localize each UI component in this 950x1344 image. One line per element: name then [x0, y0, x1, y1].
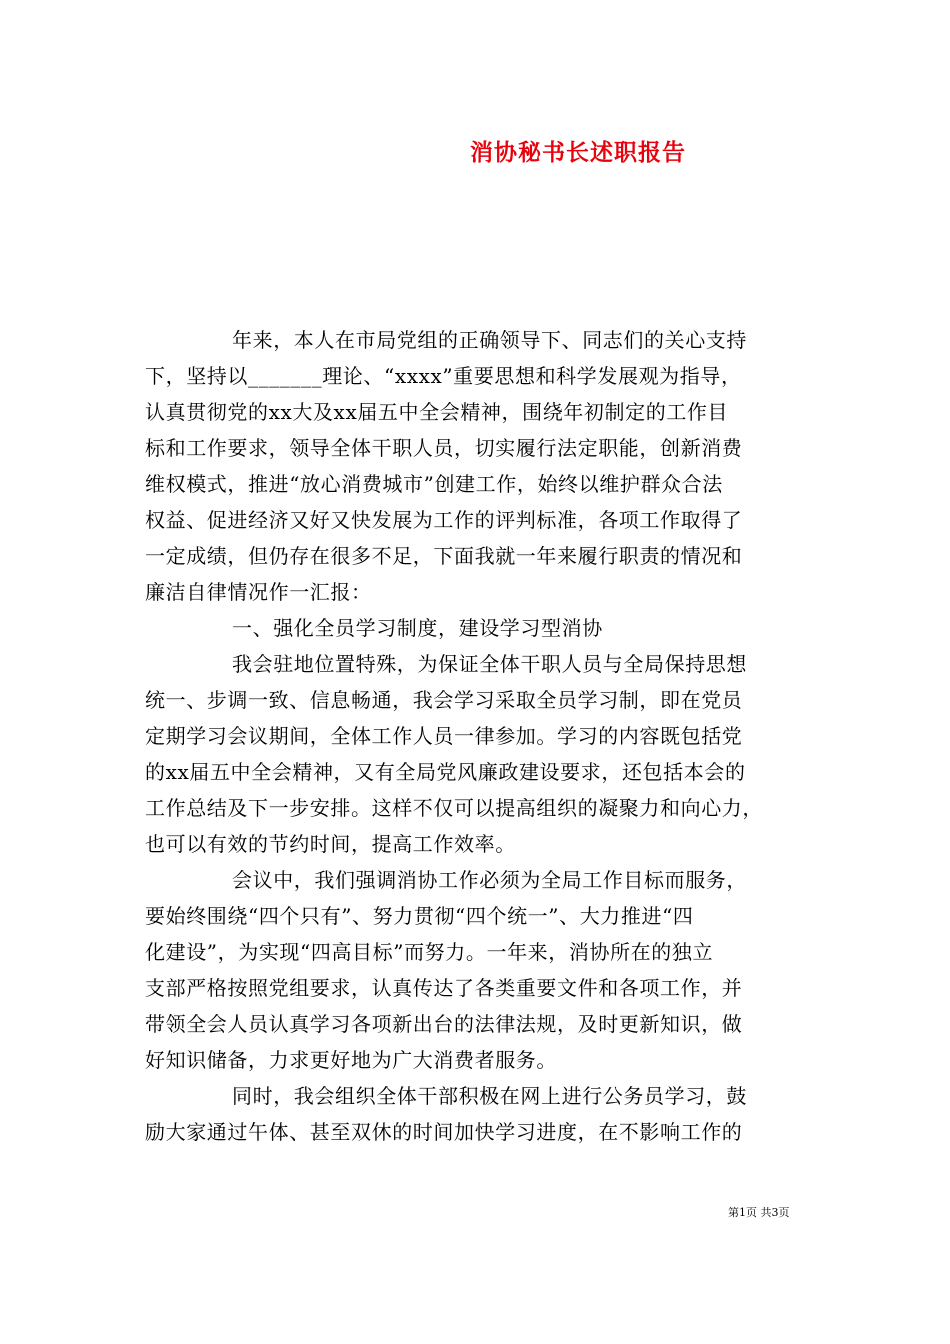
- paragraph-line: 标和工作要求，领导全体干职人员，切实履行法定职能，创新消费: [145, 436, 743, 460]
- paragraph-line: 工作总结及下一步安排。这样不仅可以提高组织的凝聚力和向心力，: [145, 796, 763, 820]
- paragraph-line: 同时，我会组织全体干部积极在网上进行公务员学习，鼓: [232, 1084, 747, 1108]
- section-heading: 一、强化全员学习制度，建设学习型消协: [232, 616, 603, 640]
- paragraph-line: 要始终围绕“四个只有”、努力贯彻“四个统一”、大力推进“四: [145, 904, 694, 928]
- document-body: [145, 322, 825, 1150]
- page-number-footer: 第1页 共3页: [728, 1206, 790, 1219]
- paragraph-line: 的xx届五中全会精神，又有全局党风廉政建设要求，还包括本会的: [145, 760, 746, 784]
- paragraph-line: 定期学习会议期间，全体工作人员一律参加。学习的内容既包括党: [145, 724, 743, 748]
- paragraph-line: 我会驻地位置特殊，为保证全体干职人员与全局保持思想: [232, 652, 747, 676]
- paragraph-line: 一定成绩，但仍存在很多不足，下面我就一年来履行职责的情况和: [145, 544, 743, 568]
- paragraph-line: 认真贯彻党的xx大及xx届五中全会精神，围绕年初制定的工作目: [145, 400, 729, 424]
- paragraph-line: 维权模式，推进“放心消费城市”创建工作，始终以维护群众合法: [145, 472, 723, 496]
- paragraph-line: 也可以有效的节约时间，提高工作效率。: [145, 832, 516, 856]
- paragraph-line: 年来，本人在市局党组的正确领导下、同志们的关心支持: [232, 328, 747, 352]
- paragraph-line: 化建设”，为实现“四高目标”而努力。一年来，消协所在的独立: [145, 940, 714, 964]
- paragraph-line: 好知识储备，力求更好地为广大消费者服务。: [145, 1048, 557, 1072]
- paragraph-line: 廉洁自律情况作一汇报：: [145, 580, 372, 604]
- paragraph-line: 支部严格按照党组要求，认真传达了各类重要文件和各项工作，并: [145, 976, 743, 1000]
- paragraph-line: 统一、步调一致、信息畅通，我会学习采取全员学习制，即在党员: [145, 688, 743, 712]
- paragraph-line: 权益、促进经济又好又快发展为工作的评判标准，各项工作取得了: [145, 508, 743, 532]
- paragraph-line: 下，坚持以_______理论、“xxxx”重要思想和科学发展观为指导，: [145, 364, 742, 388]
- paragraph-line: 带领全会人员认真学习各项新出台的法律法规，及时更新知识，做: [145, 1012, 743, 1036]
- document-title: 消协秘书长述职报告: [470, 139, 686, 166]
- paragraph-line: 励大家通过午体、甚至双休的时间加快学习进度，在不影响工作的: [145, 1120, 743, 1144]
- paragraph-line: 会议中，我们强调消协工作必须为全局工作目标而服务，: [232, 868, 747, 892]
